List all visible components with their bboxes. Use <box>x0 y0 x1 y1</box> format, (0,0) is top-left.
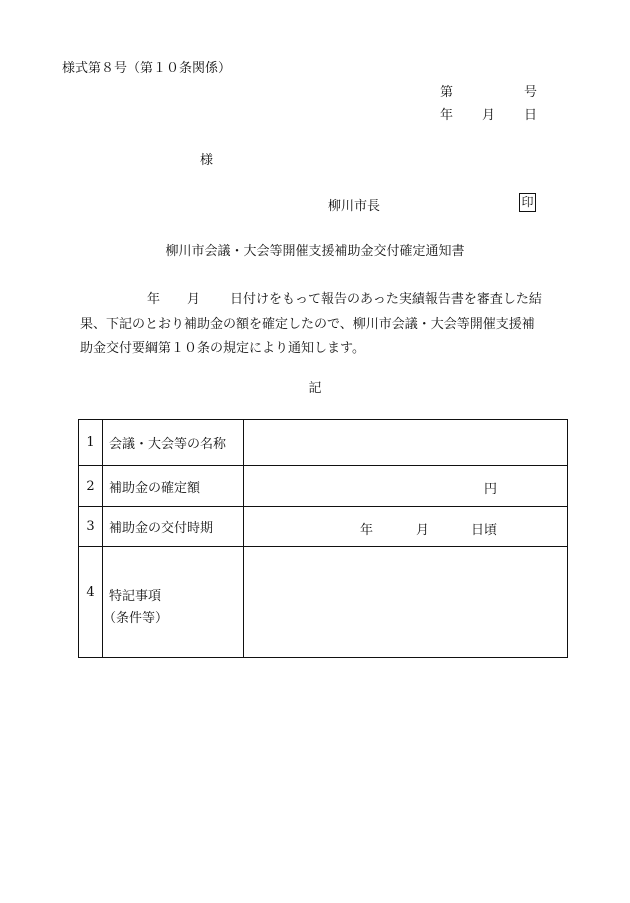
issue-date-day: 日 <box>524 108 538 123</box>
row-number: 2 <box>79 466 103 507</box>
addressee-honorific: 様 <box>200 153 214 168</box>
table-row <box>79 547 568 658</box>
issue-date-year: 年 <box>440 108 454 123</box>
yen-unit: 円 <box>484 482 498 497</box>
table-row <box>79 466 568 507</box>
table-row <box>79 420 568 466</box>
row-label: 補助金の確定額 <box>103 466 244 507</box>
payment-date-field[interactable] <box>244 507 568 547</box>
report-date-month: 月 <box>187 292 201 307</box>
payment-month: 月 <box>416 523 430 538</box>
special-notes-label: 特記事項 <box>109 589 162 604</box>
row-label: 補助金の交付時期 <box>103 507 244 547</box>
conditions-label: （条件等） <box>103 611 169 626</box>
document-title: 柳川市会議・大会等開催支援補助金交付確定通知書 <box>165 244 465 259</box>
issue-date-month: 月 <box>482 108 496 123</box>
table-row <box>79 507 568 547</box>
special-notes-field[interactable] <box>244 547 568 658</box>
row-number: 1 <box>79 420 103 466</box>
row-label <box>103 547 244 658</box>
body-line-3: 助金交付要綱第１０条の規定により通知します。 <box>80 341 365 356</box>
payment-year: 年 <box>360 523 374 538</box>
body-line-2: 果、下記のとおり補助金の額を確定したので、柳川市会議・大会等開催支援補 <box>80 317 535 332</box>
row-label: 会議・大会等の名称 <box>103 420 244 466</box>
amount-field[interactable] <box>244 466 568 507</box>
event-name-field[interactable] <box>244 420 568 466</box>
sender-name: 柳川市長 <box>328 199 381 214</box>
document-number-suffix: 号 <box>524 85 538 100</box>
payment-day: 日頃 <box>471 523 498 538</box>
form-number: 様式第８号（第１０条関係） <box>62 61 232 76</box>
report-date-year: 年 <box>147 292 161 307</box>
body-line-1 <box>80 288 580 307</box>
seal-box: 印 <box>519 193 536 212</box>
row-number: 4 <box>79 547 103 658</box>
row-number: 3 <box>79 507 103 547</box>
report-date-suffix: 日付けをもって報告のあった実績報告書を審査した結 <box>230 292 542 307</box>
document-number-prefix: 第 <box>440 85 454 100</box>
ki-heading: 記 <box>308 381 322 396</box>
details-table <box>78 419 568 658</box>
